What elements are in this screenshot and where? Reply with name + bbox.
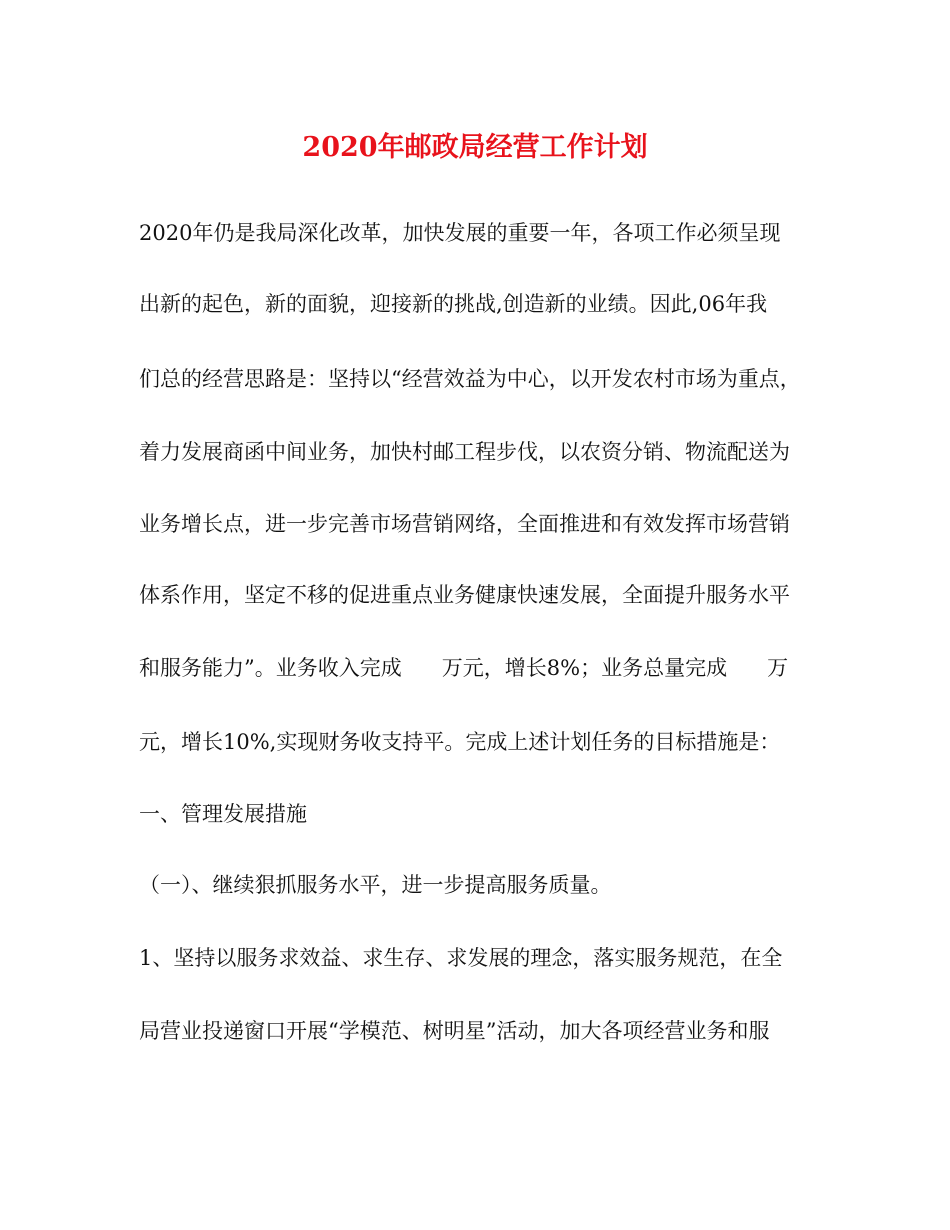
body-line: 元，增长10%,实现财务收支持平。完成上述计划任务的目标措施是：	[139, 730, 781, 754]
body-line: 出新的起色，新的面貌，迎接新的挑战,创造新的业绩。因此,06年我	[139, 292, 768, 316]
body-line: 和服务能力”。业务收入完成 万元，增长8%；业务总量完成 万	[139, 656, 789, 680]
document-title: 2020年邮政局经营工作计划	[302, 132, 648, 163]
body-line: 1、坚持以服务求效益、求生存、求发展的理念，落实服务规范，在全	[139, 946, 783, 970]
body-line: 着力发展商函中间业务，加快村邮工程步伐，以农资分销、物流配送为	[139, 440, 790, 464]
body-line: 2020年仍是我局深化改革，加快发展的重要一年，各项工作必须呈现	[139, 221, 781, 245]
body-line: 们总的经营思路是：坚持以“经营效益为中心，以开发农村市场为重点，	[139, 367, 801, 391]
section-heading: 一、管理发展措施	[139, 802, 307, 826]
body-line: 局营业投递窗口开展“学模范、树明星”活动，加大各项经营业务和服	[139, 1019, 770, 1043]
body-line: 业务增长点，进一步完善市场营销网络，全面推进和有效发挥市场营销	[139, 512, 790, 536]
subsection-heading: （一）、继续狠抓服务水平，进一步提高服务质量。	[139, 873, 612, 897]
body-line: 体系作用，坚定不移的促进重点业务健康快速发展，全面提升服务水平	[139, 583, 790, 607]
